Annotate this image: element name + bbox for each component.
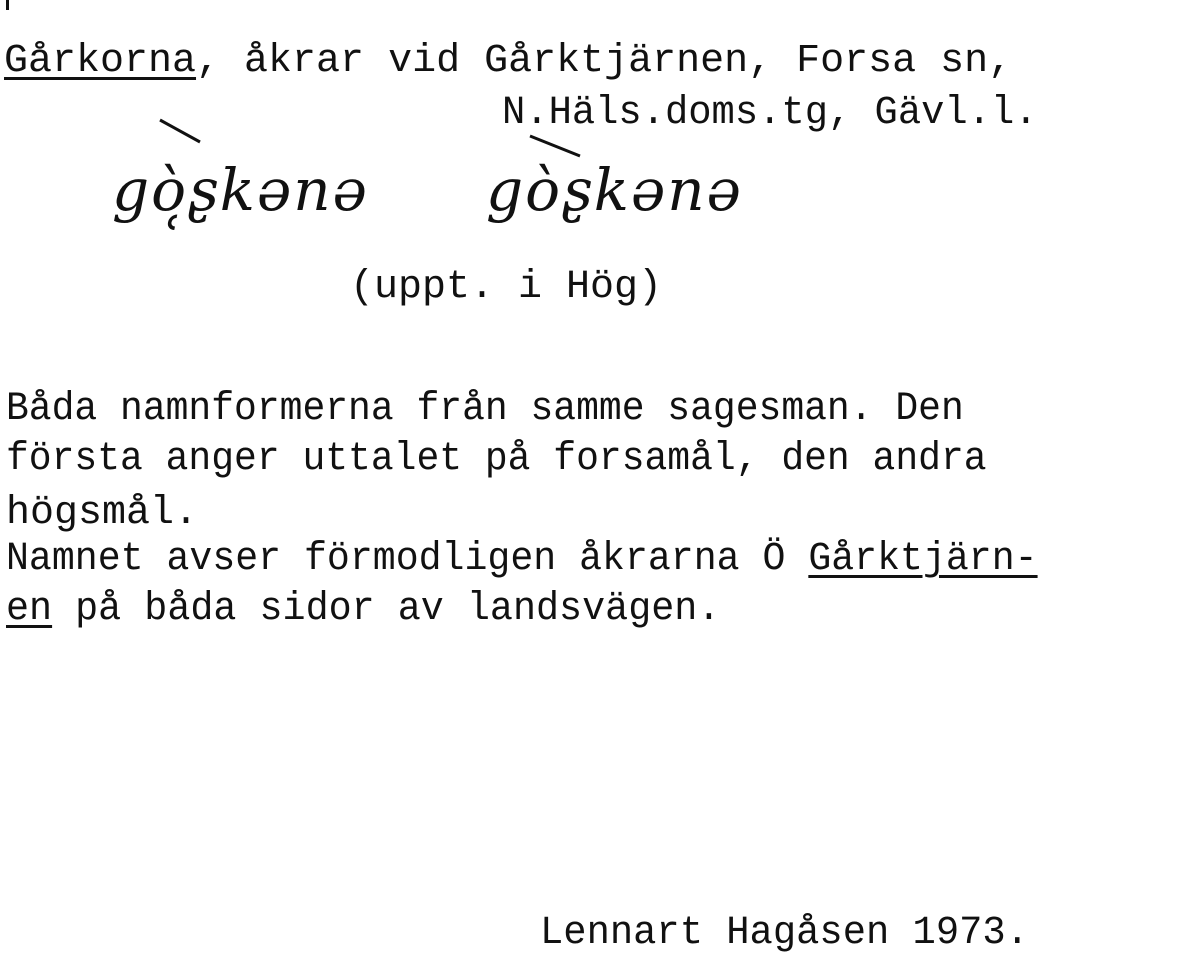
signature: Lennart Hagåsen 1973. <box>540 911 1029 956</box>
place-name-end: en <box>6 587 53 632</box>
headword-description: , åkrar vid Gårktjärnen, Forsa sn, <box>196 39 1013 84</box>
corner-mark <box>6 0 9 10</box>
body-text: på båda sidor av landsvägen. <box>52 587 721 632</box>
grave-accent-mark <box>160 120 200 142</box>
body-line: Båda namnformerna från samme sagesman. Den <box>6 387 964 432</box>
grave-accent-mark <box>530 136 580 156</box>
district-line: N.Häls.doms.tg, Gävl.l. <box>502 91 1038 136</box>
pronunciation-forsa: gò̜ʂkənə <box>112 156 369 224</box>
pronunciation-hog: gὸʂkənə <box>486 156 743 224</box>
body-line <box>6 538 1038 582</box>
body-line <box>6 588 720 632</box>
headword: Gårkorna <box>4 39 197 84</box>
body-line: högsmål. <box>6 491 199 536</box>
headword-line <box>4 40 1012 84</box>
place-name: Gårktjärn- <box>808 537 1038 582</box>
body-line: första anger uttalet på forsamål, den andra <box>6 437 987 482</box>
recording-note: (uppt. i Hög) <box>350 265 663 310</box>
body-text: Namnet avser förmodligen åkrarna Ö <box>6 537 809 582</box>
